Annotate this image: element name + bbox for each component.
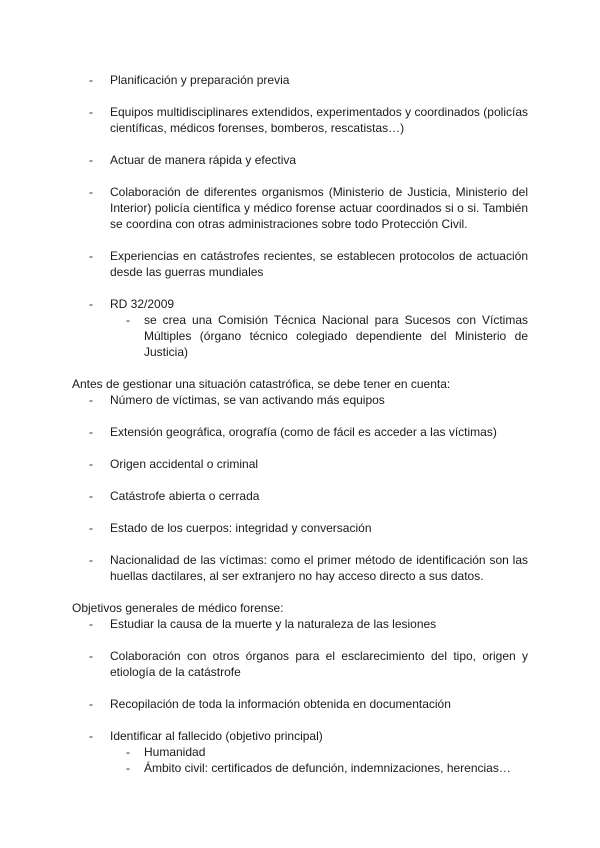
item-text: Recopilación de toda la información obtenida en documentación [110,697,451,711]
bullet-dash: - [126,745,130,759]
bullet-dash: - [89,153,93,167]
sublist-item [0,744,528,760]
bullet-dash: - [89,249,93,263]
sublist [110,744,528,776]
list-item [0,104,600,136]
bullet-dash: - [126,313,130,327]
list-item [0,152,600,168]
item-text: Identificar al fallecido (objetivo principal) [110,729,323,743]
list-item [0,72,600,88]
subitem-text: Ámbito civil: certificados de defunción, indemnizaciones, herencias… [144,761,511,775]
list-item [0,520,600,536]
item-text: Catástrofe abierta o cerrada [110,489,260,503]
item-text: Origen accidental o criminal [110,457,259,471]
list-item [0,488,600,504]
bullet-dash: - [89,425,93,439]
item-text: Colaboración con otros órganos para el esclarecimiento del tipo, origen y etiología de la catástrofe [110,649,528,679]
bullet-dash: - [89,457,93,471]
bullet-dash: - [89,393,93,407]
list-item [0,424,600,440]
sublist-item [0,760,528,776]
sublist-item [0,312,528,360]
bullet-dash: - [89,553,93,567]
item-text: Equipos multidisciplinares extendidos, experimentados y coordinados (policías científicas, médicos forenses, bomberos, rescatistas…) [110,105,528,135]
item-text: Número de víctimas, se van activando más equipos [110,393,385,407]
list-item [0,616,600,632]
bullet-dash: - [89,185,93,199]
item-text: Experiencias en catástrofes recientes, se establecen protocolos de actuación desde las guerras mundiales [110,249,528,279]
list-item [0,392,600,408]
item-text: Colaboración de diferentes organismos (Ministerio de Justicia, Ministerio del Interior) policía científica y médico forense actuar coordinados si o si. También se coordina con otras administraciones sobre todo Protección Civil. [110,185,528,231]
item-text: RD 32/2009 [110,297,175,311]
list-item [0,184,600,232]
bullet-dash: - [89,521,93,535]
bullet-dash: - [89,105,93,119]
item-text: Estudiar la causa de la muerte y la naturaleza de las lesiones [110,617,437,631]
subitem-text: Humanidad [144,745,206,759]
sublist [110,312,528,360]
section1-list [0,72,600,360]
bullet-dash: - [89,297,93,311]
bullet-dash: - [126,761,130,775]
item-text: Extensión geográfica, orografía (como de fácil es acceder a las víctimas) [110,425,497,439]
item-text: Planificación y preparación previa [110,73,290,87]
item-text: Estado de los cuerpos: integridad y conversación [110,521,372,535]
bullet-dash: - [89,649,93,663]
list-item [0,456,600,472]
list-item [0,728,600,776]
section3-list [0,616,600,776]
list-item [0,296,600,360]
list-item [0,648,600,680]
section2-list [0,392,600,584]
bullet-dash: - [89,73,93,87]
section3-heading: Objetivos generales de médico forense: [72,601,284,615]
bullet-dash: - [89,729,93,743]
item-text: Nacionalidad de las víctimas: como el primer método de identificación son las huellas dactilares, al ser extranjero no hay acceso directo a sus datos. [110,553,528,583]
list-item [0,248,600,280]
bullet-dash: - [89,617,93,631]
subitem-text: se crea una Comisión Técnica Nacional para Sucesos con Víctimas Múltiples (órgano técnico colegiado dependiente del Ministerio de Justicia) [144,313,528,359]
list-item [0,552,600,584]
bullet-dash: - [89,489,93,503]
list-item [0,696,600,712]
section2-heading: Antes de gestionar una situación catastrófica, se debe tener en cuenta: [72,377,451,391]
item-text: Actuar de manera rápida y efectiva [110,153,297,167]
bullet-dash: - [89,697,93,711]
